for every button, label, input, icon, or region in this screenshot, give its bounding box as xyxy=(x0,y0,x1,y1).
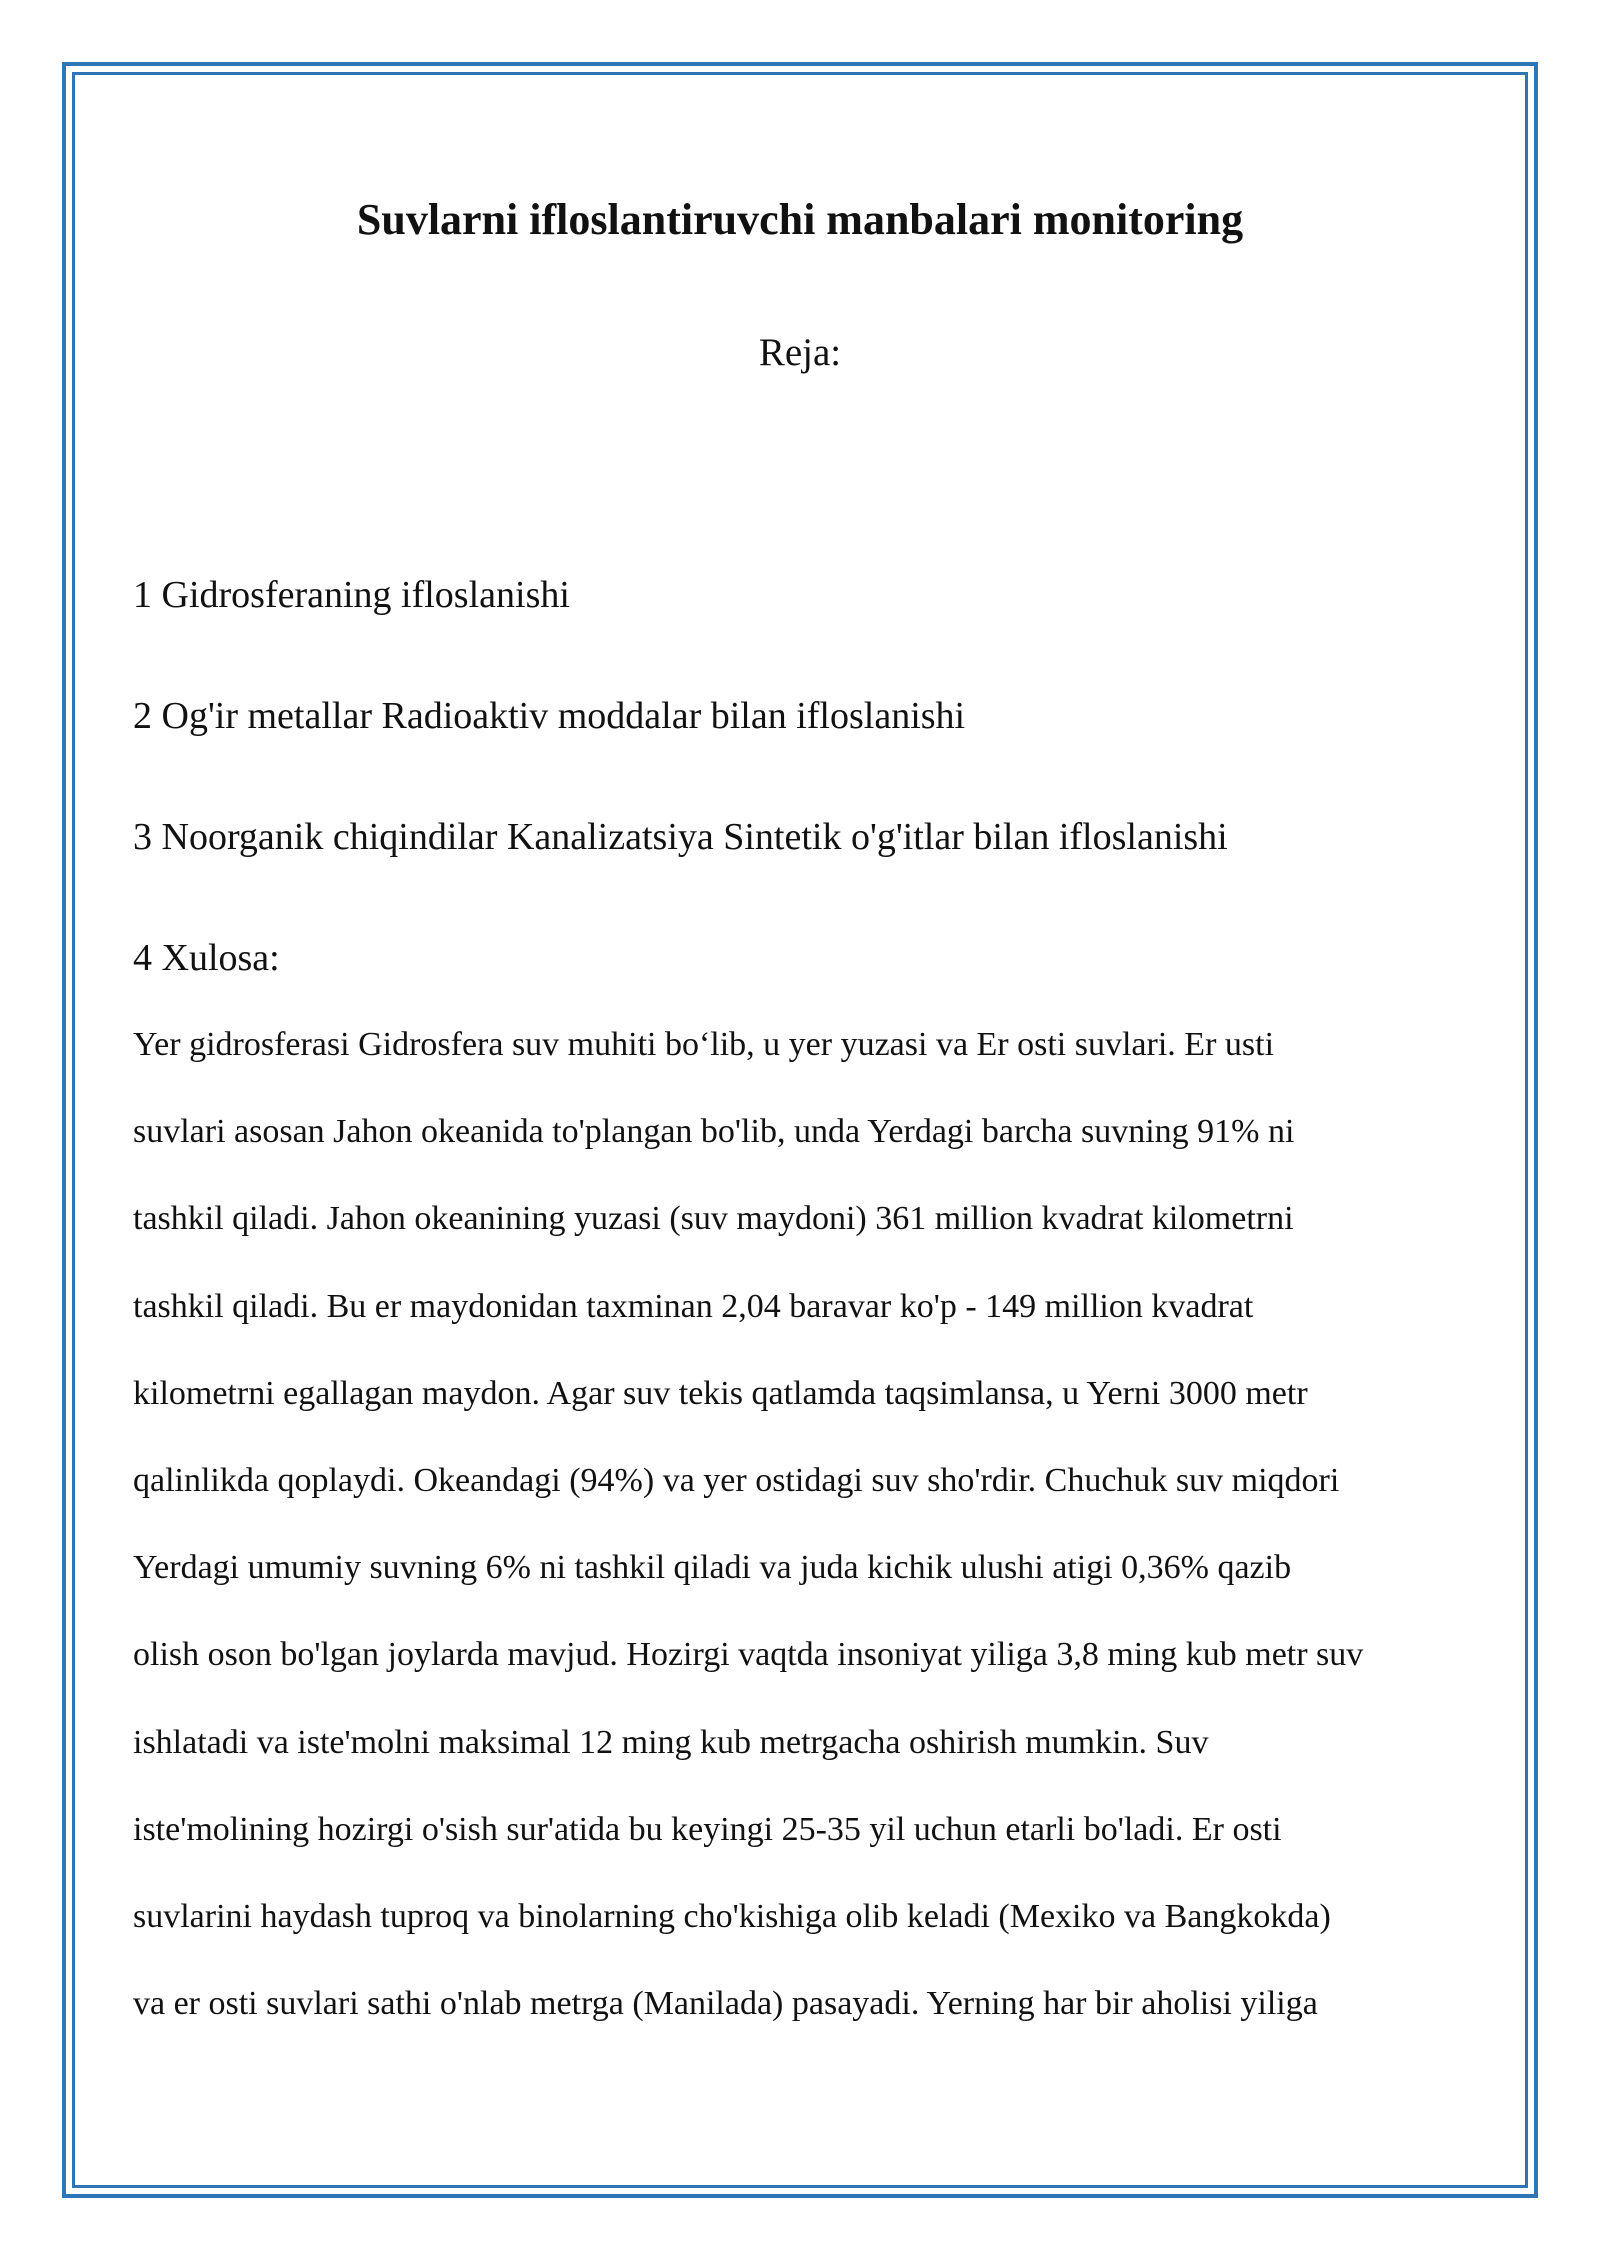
body-line: kilometrni egallagan maydon. Agar suv tekis qatlamda taqsimlansa, u Yerni 3000 metr xyxy=(133,1374,1308,1412)
body-line: ishlatadi va iste'molni maksimal 12 ming kub metrgacha oshirish mumkin. Suv xyxy=(133,1723,1209,1761)
body-line: va er osti suvlari sathi o'nlab metrga (Manilada) pasayadi. Yerning har bir aholisi yiliga xyxy=(133,1985,1318,2023)
plan-item: 1 Gidrosferaning ifloslanishi xyxy=(133,574,570,616)
plan-list xyxy=(133,567,1483,1051)
body-line: Yerdagi umumiy suvning 6% ni tashkil qiladi va juda kichik ulushi atigi 0,36% qazib xyxy=(133,1549,1292,1587)
body-paragraph xyxy=(133,1020,1513,2066)
plan-item: 4 Xulosa: xyxy=(133,937,280,979)
body-line: olish oson bo'lgan joylarda mavjud. Hozirgi vaqtda insoniyat yiliga 3,8 ming kub metr suv xyxy=(133,1636,1364,1674)
body-line: suvlarini haydash tuproq va binolarning cho'kishiga olib keladi (Mexiko va Bangkokda) xyxy=(133,1897,1331,1935)
plan-item: 3 Noorganik chiqindilar Kanalizatsiya Sintetik o'g'itlar bilan ifloslanishi xyxy=(133,816,1228,858)
body-line: qalinlikda qoplaydi. Okeandagi (94%) va yer ostidagi suv sho'rdir. Chuchuk suv miqdori xyxy=(133,1461,1340,1499)
body-line: iste'molining hozirgi o'sish sur'atida bu keyingi 25-35 yil uchun etarli bo'ladi. Er osti xyxy=(133,1810,1282,1848)
plan-heading: Reja: xyxy=(758,331,842,374)
body-line: tashkil qiladi. Jahon okeanining yuzasi (suv maydoni) 361 million kvadrat kilometrni xyxy=(133,1200,1294,1238)
body-line: tashkil qiladi. Bu er maydonidan taxminan 2,04 baravar ko'p - 149 million kvadrat xyxy=(133,1287,1254,1325)
body-line: suvlari asosan Jahon okeanida to'plangan bo'lib, unda Yerdagi barcha suvning 91% ni xyxy=(133,1113,1295,1151)
body-line: Yer gidrosferasi Gidrosfera suv muhiti bo‘lib, u yer yuzasi va Er osti suvlari. Er usti xyxy=(133,1026,1275,1063)
plan-item: 2 Og'ir metallar Radioaktiv moddalar bilan ifloslanishi xyxy=(133,695,966,737)
document-title: Suvlarni ifloslantiruvchi manbalari monitoring xyxy=(356,195,1244,244)
